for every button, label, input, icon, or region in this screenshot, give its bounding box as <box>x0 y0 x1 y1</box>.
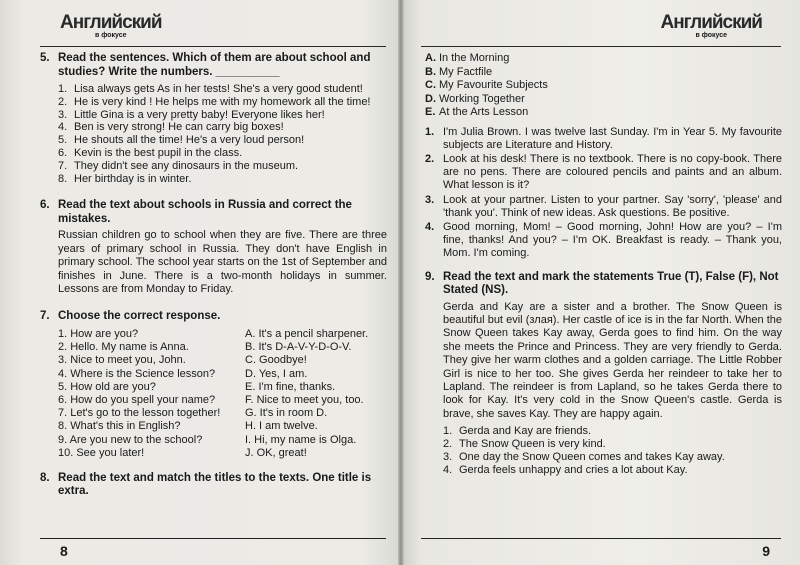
logo-title: Английский <box>60 12 162 33</box>
answer-item: D. Yes, I am. <box>245 367 308 380</box>
logo-subtitle: в фокусе <box>94 32 127 39</box>
question-item: 4. Where is the Science lesson? <box>58 367 216 380</box>
task-heading: Choose the correct response. <box>58 310 221 323</box>
header-rule <box>40 46 386 47</box>
title-text: Working Together <box>439 92 525 105</box>
right-page <box>401 0 800 565</box>
task-number: 8. <box>40 471 50 484</box>
right-content <box>425 52 782 476</box>
question-item: 8. What's this in English? <box>58 420 181 433</box>
item-number: 2. <box>425 152 435 165</box>
item-text: One day the Snow Queen comes and takes Kay away. <box>459 450 725 463</box>
task-heading: Read the text about schools in Russia and correct the mistakes. <box>58 199 352 225</box>
task-8 <box>40 472 387 499</box>
task-number: 5. <box>40 52 50 64</box>
title-letter: B. <box>425 65 436 78</box>
task-6-text: Russian children go to school when they are five. There are three years of primary school in Russia. They don't have English in primary school. The school year starts on the 1st of September and finishes in June. There is a two-month holidays in summer. Lessons are from Monday to Friday. <box>58 229 387 295</box>
logo-subtitle: в фокусе <box>695 32 728 39</box>
item-text: Lisa always gets As in her tests! She's a very good student! <box>74 83 363 95</box>
list-item <box>425 194 782 220</box>
title-text: In the Morning <box>439 52 510 64</box>
list-item <box>443 451 782 464</box>
title-letter: C. <box>425 79 436 91</box>
answer-item: C. Goodbye! <box>245 354 307 367</box>
list-item <box>58 109 387 122</box>
page-number: 8 <box>60 543 68 559</box>
list-item <box>58 83 387 96</box>
list-item <box>58 147 387 160</box>
item-number: 3. <box>425 193 435 206</box>
question-item: 10. See you later! <box>58 446 145 459</box>
task-heading: Read the text and match the titles to the texts. One title is extra. <box>58 471 372 498</box>
item-text: Look at your partner. Listen to your partner. Say 'sorry', 'please' and 'thank you'. Think of new ideas. Ask questions. Be positive. <box>443 193 782 219</box>
logo <box>660 14 762 40</box>
task-number: 6. <box>40 199 50 212</box>
item-number: 5. <box>58 134 68 147</box>
item-text: Her birthday is in winter. <box>74 172 192 185</box>
list-item <box>58 160 387 173</box>
item-number: 4. <box>443 463 453 476</box>
logo-title: Английский <box>660 12 762 33</box>
task-6 <box>40 199 387 226</box>
list-item <box>58 134 387 147</box>
footer-rule <box>421 538 781 539</box>
book-gutter <box>398 0 404 565</box>
question-item: 2. Hello. My name is Anna. <box>58 341 189 354</box>
question-item: 1. How are you? <box>58 327 139 340</box>
question-item: 7. Let's go to the lesson together! <box>58 407 221 420</box>
answer-item: H. I am twelve. <box>245 420 318 433</box>
question-item: 6. How do you spell your name? <box>58 393 216 406</box>
task-9-list <box>443 425 782 476</box>
item-number: 6. <box>58 146 68 159</box>
texts-list <box>425 126 782 261</box>
task-9 <box>425 271 782 298</box>
item-number: 8. <box>58 172 68 185</box>
item-number: 3. <box>443 450 453 463</box>
list-item <box>443 464 782 477</box>
list-item <box>443 425 782 438</box>
list-item <box>58 173 387 186</box>
title-option <box>425 66 782 80</box>
item-number: 2. <box>443 437 453 450</box>
list-item <box>58 96 387 109</box>
item-text: I'm Julia Brown. I was twelve last Sunday. I'm in Year 5. My favourite subjects are Literature and History. <box>443 125 782 151</box>
item-number: 4. <box>58 121 68 134</box>
title-letter: A. <box>425 52 436 64</box>
answer-item: A. It's a pencil sharpener. <box>245 327 369 340</box>
header-rule <box>421 46 781 47</box>
item-text: He shouts all the time! He's a very loud person! <box>74 134 305 147</box>
answer-item: J. OK, great! <box>245 446 307 459</box>
item-text: Little Gina is a very pretty baby! Everyone likes her! <box>74 108 325 121</box>
task-number: 9. <box>425 270 435 283</box>
answer-item: I. Hi, my name is Olga. <box>245 433 357 446</box>
item-text: Ben is very strong! He can carry big boxes! <box>74 121 284 134</box>
title-text: My Favourite Subjects <box>439 79 548 91</box>
list-item <box>425 153 782 193</box>
left-content <box>40 52 387 499</box>
task-7 <box>40 310 387 324</box>
title-option <box>425 93 782 107</box>
item-number: 7. <box>58 159 68 172</box>
item-text: Look at his desk! There is no textbook. There is no copy-book. There are no pens. There are coloured pencils and paints and an album. What lesson is it? <box>443 152 782 192</box>
list-item <box>425 126 782 152</box>
list-item <box>443 438 782 451</box>
answers-column <box>245 328 387 460</box>
task-5 <box>40 52 387 79</box>
questions-column <box>58 328 245 460</box>
answer-item: F. Nice to meet you, too. <box>245 393 364 406</box>
question-item: 9. Are you new to the school? <box>58 433 203 446</box>
answer-item: G. It's in room D. <box>245 407 328 420</box>
page-number: 9 <box>762 543 770 559</box>
item-text: The Snow Queen is very kind. <box>459 437 606 450</box>
item-text: Kevin is the best pupil in the class. <box>74 146 243 159</box>
item-number: 4. <box>425 220 435 233</box>
item-number: 1. <box>425 125 435 138</box>
answer-item: E. I'm fine, thanks. <box>245 380 336 393</box>
task-9-text: Gerda and Kay are a sister and a brother. The Snow Queen is beautiful but evil (злая). Her castle of ice is in the far North. When the Snow Queen takes Kay away, Gerda goes to find him. On the way she meets the Prince and Princess. They are very friendly to Gerda. They give her warm clothes and a golden carriage. The Little Robber Girl is nice to her too. She gives Gerda her reindeer to take her to Lapland. The reindeer is from Lapland, so he takes Gerda there to look for Kay. It's very cold in the Snow Queen's castle. Gerda is brave, she saves Kay. They are happy again. <box>443 300 782 420</box>
task-heading: Read the sentences. Which of them are about school and studies? Write the numbers. __________ <box>58 52 371 78</box>
list-item <box>58 121 387 134</box>
title-option <box>425 52 782 66</box>
title-letter: D. <box>425 92 436 105</box>
item-text: Gerda and Kay are friends. <box>459 425 592 438</box>
item-number: 1. <box>443 425 453 438</box>
answer-item: B. It's D-A-V-Y-D-O-V. <box>245 341 352 354</box>
title-option <box>425 106 782 120</box>
item-number: 1. <box>58 83 68 95</box>
item-text: He is very kind ! He helps me with my homework all the time! <box>74 95 371 108</box>
title-text: My Factfile <box>439 65 493 78</box>
titles-list <box>425 52 782 120</box>
question-item: 3. Nice to meet you, John. <box>58 354 186 367</box>
footer-rule <box>40 538 386 539</box>
question-item: 5. How old are you? <box>58 380 156 393</box>
item-number: 2. <box>58 95 68 108</box>
item-number: 3. <box>58 108 68 121</box>
task-number: 7. <box>40 310 50 323</box>
task-heading: Read the text and mark the statements True (T), False (F), Not Stated (NS). <box>443 270 779 297</box>
title-text: At the Arts Lesson <box>439 106 529 118</box>
item-text: Good morning, Mom! – Good morning, John! How are you? – I'm fine, thanks! And you? – I'm OK. Breakfast is ready. – Thank you, Mom. I'm coming. <box>443 220 782 260</box>
item-text: Gerda feels unhappy and cries a lot about Kay. <box>459 463 688 476</box>
list-item <box>425 221 782 261</box>
task-7-matching <box>58 328 387 460</box>
title-letter: E. <box>425 106 436 118</box>
task-5-list <box>58 83 387 185</box>
title-option <box>425 79 782 93</box>
item-text: They didn't see any dinosaurs in the museum. <box>74 159 299 172</box>
logo <box>60 14 162 40</box>
